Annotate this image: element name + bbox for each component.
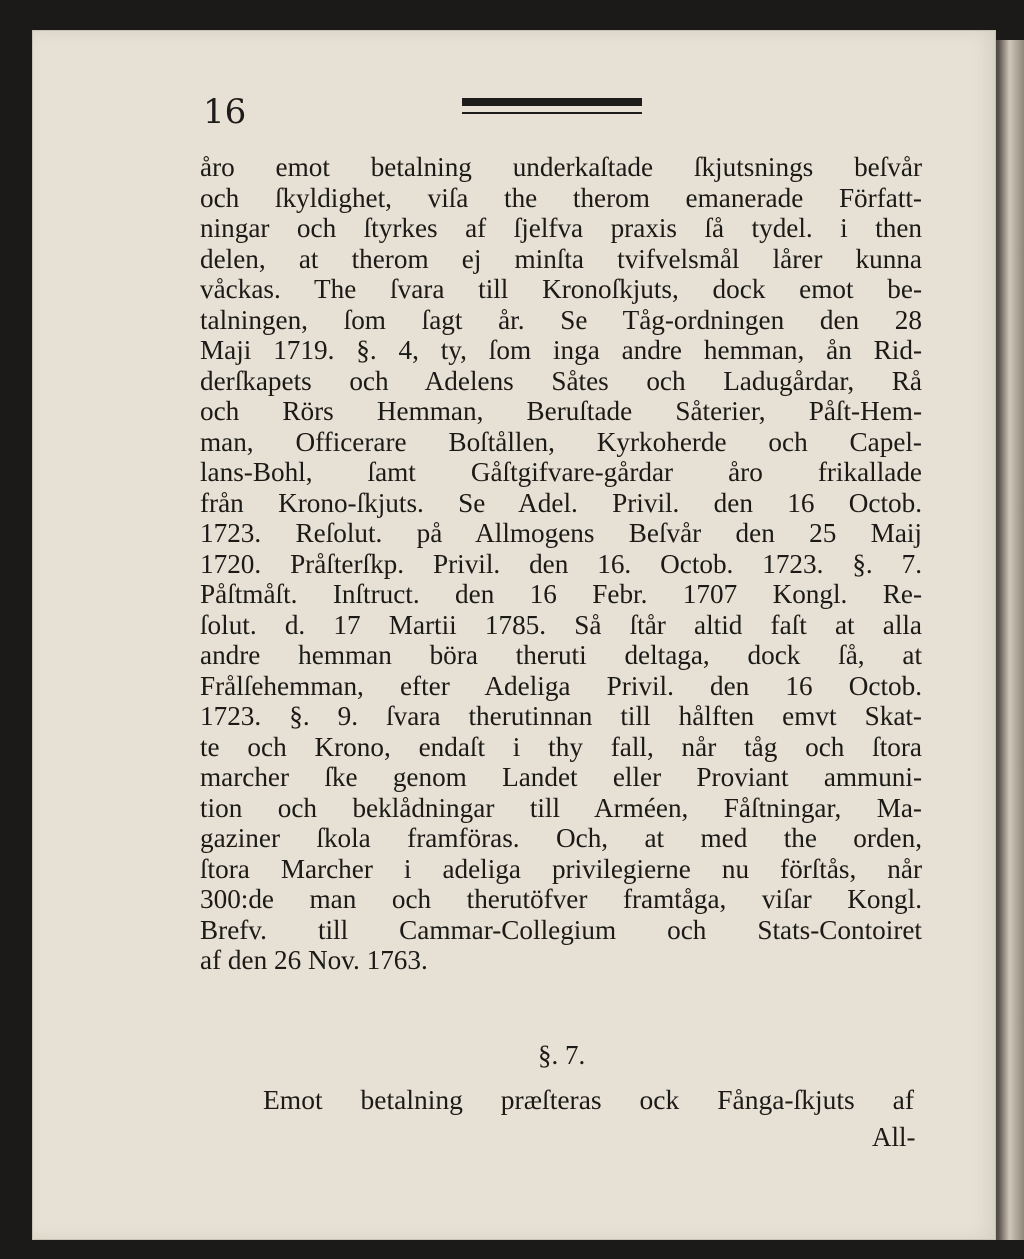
page-number: 16	[203, 92, 247, 132]
text-line: ningar och ſtyrkes af ſjelfva praxis ſå tydel. i then	[200, 213, 922, 243]
section-heading: §. 7.	[538, 1040, 586, 1070]
text-line: marcher ſke genom Landet eller Proviant ammuni-	[200, 762, 922, 792]
text-line: och ſkyldighet, viſa the therom emanerade Författ-	[200, 182, 922, 213]
text-line: 300:de man och therutöfver framtåga, viſar Kongl.	[200, 884, 922, 914]
text-line: åro emot betalning underkaſtade ſkjutsnings beſvår	[200, 152, 922, 182]
text-line: tion och beklådningar till Arméen, Fåſtningar, Ma-	[200, 792, 922, 823]
text-line: te och Krono, endaſt i thy fall, når tåg och ſtora	[200, 731, 922, 762]
text-line: delen, at therom ej minſta tvifvelsmål lårer kunna	[200, 243, 922, 274]
text-line: 1723. §. 9. ſvara therutinnan till hålften emvt Skat-	[200, 701, 922, 731]
text-line: Påſtmåſt. Inſtruct. den 16 Febr. 1707 Kongl. Re-	[200, 579, 922, 609]
text-line: man, Officerare Boſtållen, Kyrkoherde och Capel-	[200, 426, 922, 457]
text-line: 1720. Pråſterſkp. Privil. den 16. Octob. 1723. §. 7.	[200, 548, 922, 579]
text-line: våckas. The ſvara till Kronoſkjuts, dock emot be-	[200, 274, 922, 304]
section-first-line: Emot betalning præſteras ock Fånga-ſkjuts af	[263, 1084, 914, 1115]
text-line: af den 26 Nov. 1763.	[200, 945, 428, 975]
header-ornament-rule	[462, 98, 642, 106]
body-text	[200, 152, 922, 976]
text-line: gaziner ſkola framföras. Och, at med the orden,	[200, 823, 922, 853]
text-line: lans-Bohl, ſamt Gåſtgifvare-gårdar åro frikallade	[200, 457, 922, 487]
text-line: ſolut. d. 17 Martii 1785. Så ſtår altid faſt at alla	[200, 609, 922, 640]
text-line: Frålſehemman, efter Adeliga Privil. den 16 Octob.	[200, 670, 922, 701]
header-thin-rule	[462, 112, 642, 114]
text-line: 1723. Reſolut. på Allmogens Beſvår den 25 Maij	[200, 518, 922, 548]
text-line: ſtora Marcher i adeliga privilegierne nu förſtås, når	[200, 853, 922, 884]
catchword: All-	[872, 1122, 916, 1152]
text-line: talningen, ſom ſagt år. Se Tåg-ordningen den 28	[200, 304, 922, 335]
text-line: och Rörs Hemman, Beruſtade Såterier, Påſt-Hem-	[200, 396, 922, 426]
text-line: från Krono-ſkjuts. Se Adel. Privil. den 16 Octob.	[200, 487, 922, 518]
text-line: derſkapets och Adelens Såtes och Ladugårdar, Rå	[200, 365, 922, 396]
text-line: Brefv. till Cammar-Collegium och Stats-Contoiret	[200, 914, 922, 945]
text-line: andre hemman böra theruti deltaga, dock ſå, at	[200, 640, 922, 670]
text-line: Maji 1719. §. 4, ty, ſom inga andre hemman, ån Rid-	[200, 335, 922, 365]
